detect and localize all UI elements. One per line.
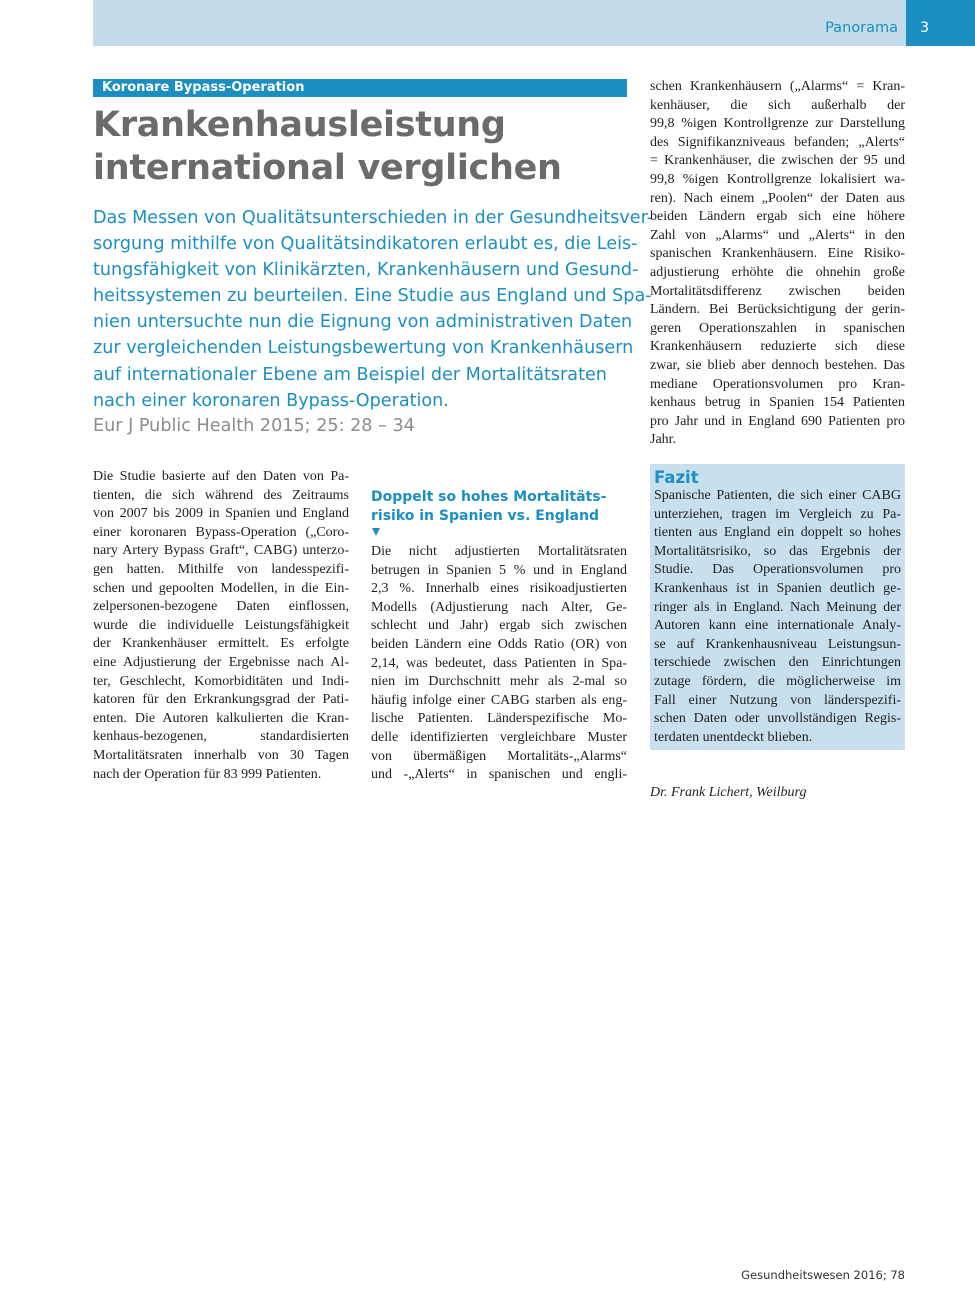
lead-line: heitssystemen zu beurteilen. Eine Studie aus England und Spa- bbox=[93, 286, 652, 307]
text-line: spanischen Krankenhäusern. Eine Risiko- bbox=[650, 246, 905, 262]
section-label: Panorama bbox=[825, 20, 898, 36]
body-column-1 bbox=[93, 468, 349, 784]
text-line: Zahl von „Alarms“ und „Alerts“ in den bbox=[650, 227, 905, 243]
text-line: beiden Ländern ergab sich eine höhere bbox=[650, 209, 905, 225]
text-line: eine Adjustierung der Ergebnisse nach Al- bbox=[93, 654, 349, 670]
text-line: Die Studie basierte auf den Daten von Pa- bbox=[93, 469, 349, 484]
text-line: Mortalitätsraten innerhalb von 30 Tagen bbox=[93, 747, 349, 763]
text-line: und -„Alerts“ in spanischen und engli- bbox=[371, 767, 627, 783]
text-line: wurde die individuelle Leistungsfähigkeit bbox=[93, 617, 349, 633]
lead-line: nien untersuchte nun die Eignung von administrativen Daten bbox=[93, 312, 633, 333]
text-line: ringer als in England. Nach Meinung der bbox=[654, 599, 901, 615]
text-line: der Krankenhäuser ermittelt. Es erfolgte bbox=[93, 636, 349, 652]
text-line: terdaten unentdeckt blieben. bbox=[654, 729, 813, 745]
text-line: Die nicht adjustierten Mortalitätsraten bbox=[371, 544, 627, 559]
text-line: Fall einer Nutzung von länderspezifi- bbox=[654, 692, 901, 708]
lead-line: nach einer koronaren Bypass-Operation. bbox=[93, 390, 449, 411]
text-line: se auf Krankenhausniveau Leistungsun- bbox=[654, 636, 901, 652]
text-line: delle identifizierten vergleichbare Muster bbox=[371, 729, 627, 745]
text-line: geren Operationszahlen in spanischen bbox=[650, 320, 905, 336]
lead-line: Das Messen von Qualitätsunterschieden in der Gesundheitsver- bbox=[93, 208, 654, 228]
text-line: Autoren kann eine internationale Analy- bbox=[654, 618, 901, 634]
text-line: von übermäßigen Mortalitäts-„Alarms“ bbox=[371, 748, 627, 764]
article-title bbox=[93, 104, 633, 190]
header-bar bbox=[93, 0, 975, 46]
text-line: Mortalitätsdifferenz zwischen beiden bbox=[650, 283, 905, 299]
text-line: = Krankenhäuser, die zwischen der 95 und bbox=[650, 153, 905, 169]
lead-paragraph bbox=[93, 205, 654, 414]
text-line: Krankenhaus ist in Spanien deutlich ge- bbox=[654, 580, 901, 596]
text-line: mediane Operationsvolumen pro Kran- bbox=[650, 376, 905, 392]
text-line: terschiede zwischen den Einrichtungen bbox=[654, 655, 901, 671]
topic-banner bbox=[93, 79, 627, 97]
text-line: beiden Ländern eine Odds Ratio (OR) von bbox=[371, 636, 627, 652]
text-line: 99,8 %igen Kontrollgrenze lokalisiert wa- bbox=[650, 171, 905, 187]
fazit-text bbox=[654, 487, 901, 747]
text-line: Krankenhäusern reduzierte sich diese bbox=[650, 339, 905, 355]
text-line: schlecht und Jahr) ergab sich zwischen bbox=[371, 618, 627, 634]
title-line: Krankenhausleistung bbox=[93, 105, 506, 145]
text-line: lische Patienten. Länderspezifische Mo- bbox=[371, 711, 627, 727]
subheading-line: Doppelt so hohes Mortalitäts- bbox=[371, 489, 607, 505]
text-line: nien im Durchschnitt mehr als 2-mal so bbox=[371, 674, 627, 690]
body-column-2 bbox=[371, 543, 627, 785]
fazit-title: Fazit bbox=[654, 468, 699, 487]
text-line: des Signifikanzniveaus befanden; „Alerts“ bbox=[650, 134, 905, 150]
text-line: schen und gepoolten Modellen, in die Ein- bbox=[93, 580, 349, 596]
lead-line: tungsfähigkeit von Klinikärzten, Krankenhäusern und Gesund- bbox=[93, 260, 639, 281]
body-column-3 bbox=[650, 78, 905, 450]
text-line: schen Krankenhäusern („Alarms“ = Kran- bbox=[650, 79, 905, 94]
text-line: zwar, sie blieb aber dennoch bestehen. Das bbox=[650, 357, 905, 373]
text-line: katoren für den Erkrankungsgrad der Pati- bbox=[93, 692, 349, 708]
text-line: 99,8 %igen Kontrollgrenze zur Darstellung bbox=[650, 116, 905, 132]
text-line: Mortalitätsrisiko, so das Ergebnis der bbox=[654, 543, 901, 559]
author-byline: Dr. Frank Lichert, Weilburg bbox=[650, 785, 807, 800]
text-line: kenhaus betrug in Spanien 154 Patienten bbox=[650, 395, 905, 411]
citation bbox=[93, 413, 415, 439]
text-line: nary Artery Bypass Graft“, CABG) unterzo- bbox=[93, 543, 349, 559]
text-line: Modells (Adjustierung nach Alter, Ge- bbox=[371, 599, 627, 615]
fazit-box bbox=[650, 464, 905, 750]
text-line: zutage fördern, die möglicherweise im bbox=[654, 673, 901, 689]
text-line: enten. Die Autoren kalkulierten die Kran- bbox=[93, 710, 349, 726]
text-line: betrugen in Spanien 5 % und in England bbox=[371, 562, 627, 578]
text-line: von 2007 bis 2009 in Spanien und England bbox=[93, 506, 349, 522]
text-line: adjustierung erhöhte die ohnehin große bbox=[650, 264, 905, 280]
subheading bbox=[371, 488, 606, 525]
title-line: international verglichen bbox=[93, 148, 562, 188]
text-line: kenhäuser, die sich außerhalb der bbox=[650, 97, 905, 113]
lead-line: zur vergleichenden Leistungsbewertung von Krankenhäusern bbox=[93, 338, 634, 359]
text-line: 2,3 %. Innerhalb eines risikoadjustierten bbox=[371, 581, 627, 597]
text-line: Ländern. Bei Berücksichtigung der gerin- bbox=[650, 302, 905, 318]
page-number: 3 bbox=[920, 20, 930, 36]
text-line: ren). Nach einem „Poolen“ der Daten aus bbox=[650, 190, 905, 206]
citation-text: Eur J Public Health 2015; 25: 28 – 34 bbox=[93, 416, 415, 436]
text-line: Studie. Das Operationsvolumen pro bbox=[654, 562, 901, 578]
text-line: Jahr. bbox=[650, 432, 677, 448]
text-line: unterziehen, tragen im Vergleich zu Pa- bbox=[654, 506, 901, 522]
text-line: kenhaus-bezogenen, standardisierten bbox=[93, 729, 349, 745]
text-line: schen Daten oder unvollständigen Regis- bbox=[654, 711, 901, 727]
lead-line: auf internationaler Ebene am Beispiel der Mortalitätsraten bbox=[93, 364, 607, 385]
subheading-line: risiko in Spanien vs. England bbox=[371, 507, 599, 524]
text-line: einer koronaren Bypass-Operation („Coro- bbox=[93, 524, 349, 540]
journal-footer: Gesundheitswesen 2016; 78 bbox=[741, 1268, 905, 1282]
triangle-down-icon bbox=[372, 528, 380, 536]
text-line: zelpersonen-bezogene Daten einflossen, bbox=[93, 599, 349, 615]
text-line: pro Jahr und in England 690 Patienten pro bbox=[650, 413, 905, 429]
lead-line: sorgung mithilfe von Qualitätsindikatoren erlaubt es, die Leis- bbox=[93, 234, 638, 255]
text-line: ter, Geschlecht, Komorbiditäten und Indi- bbox=[93, 673, 349, 689]
text-line: 2,14, was bedeutet, dass Patienten in Spa- bbox=[371, 655, 627, 671]
text-line: häufig infolge einer CABG starben als eng- bbox=[371, 692, 627, 708]
text-line: gen hatten. Mithilfe von landesspezifi- bbox=[93, 561, 349, 577]
text-line: Spanische Patienten, die sich einer CABG bbox=[654, 488, 901, 503]
text-line: tienten, die sich während des Zeitraums bbox=[93, 487, 349, 503]
topic-label: Koronare Bypass-Operation bbox=[102, 80, 305, 95]
page-number-box bbox=[906, 0, 975, 46]
text-line: nach der Operation für 83 999 Patienten. bbox=[93, 766, 322, 782]
text-line: tienten aus England ein doppelt so hohes bbox=[654, 525, 901, 541]
